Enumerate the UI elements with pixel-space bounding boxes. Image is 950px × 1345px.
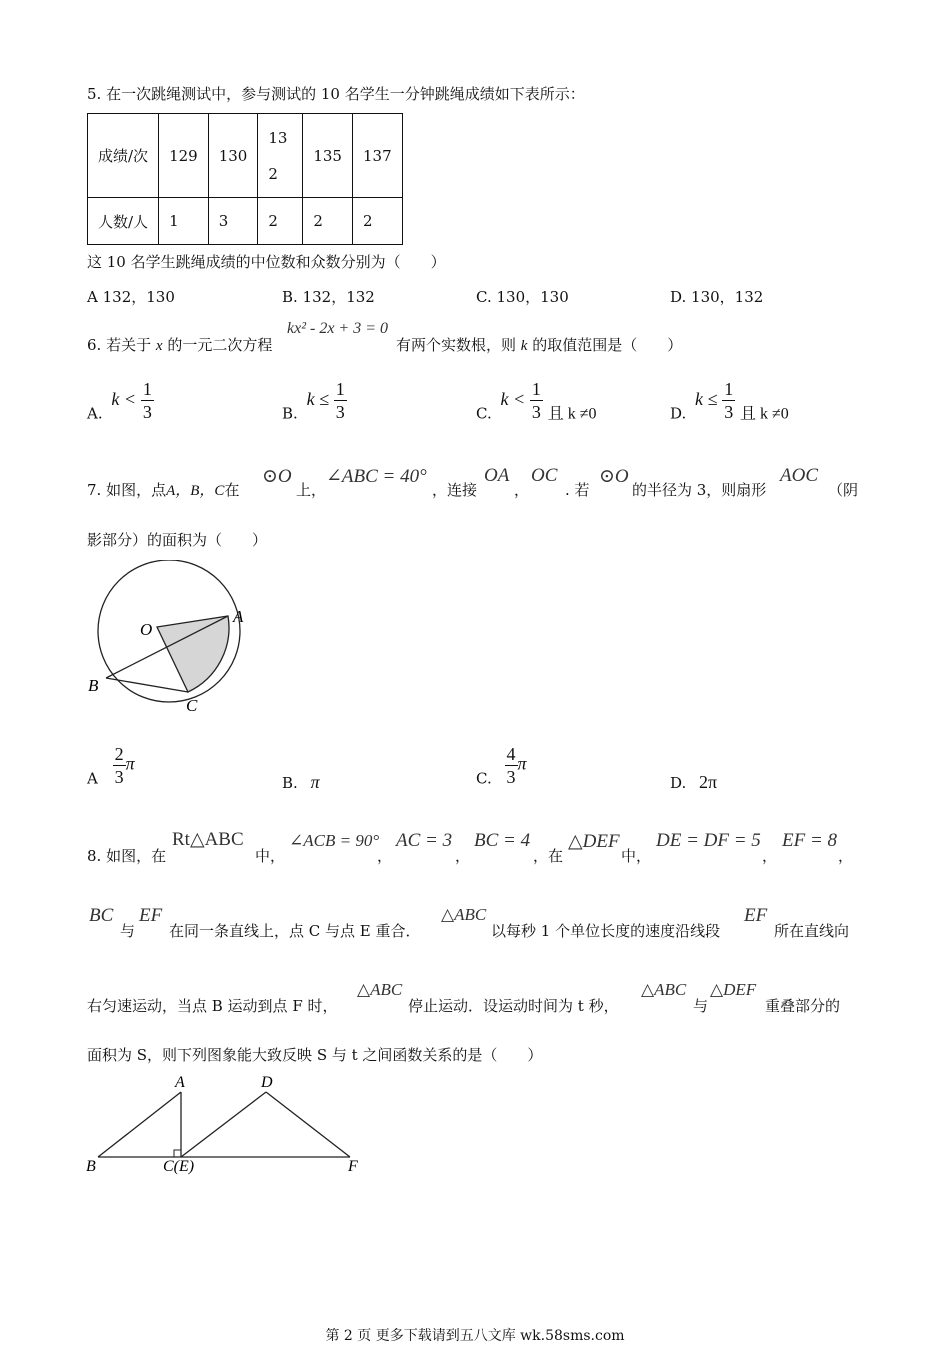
q8-angle-acb: ∠ACB = 90° [289,831,380,850]
q8-text: ， [455,847,471,865]
q8-text: 重叠部分的 [765,997,841,1015]
table-cell: 成绩/次 [88,114,159,198]
fraction: $\frac{1}{3}$ [142,379,152,422]
q8-abc: △ABC [357,980,403,999]
q7-aoc: AOC [780,465,818,486]
q7-text: . 若 [565,481,590,499]
label-a: A [175,1074,185,1091]
q6-var-k: k [520,338,528,354]
table-cell: 2 [303,198,353,245]
segment-df [266,1092,350,1157]
label-b: B [88,676,99,695]
fraction: $\frac{1}{3}$ [335,379,345,422]
q7-oc: OC [531,465,558,486]
q8-def: △DEF [710,980,757,999]
q8-bc: BC [89,905,114,926]
q8-text: ， [838,847,854,865]
q7-text: ，连接 [432,481,478,499]
page-footer: 第 2 页 更多下载请到五八文库 wk.58sms.com [325,1328,625,1344]
q8-ac: AC = 3 [396,830,453,851]
q8-ef: EF = 8 [782,830,838,851]
q8-text: 中， [255,847,286,865]
q7-text: （阴 [828,481,859,499]
q7-option-c: C. $\frac{4}{3}$ π [476,744,527,788]
segment-ed [181,1092,266,1157]
q8-rt-abc: Rt△ABC [172,829,244,850]
q6-option-d: D. k ≤ $\frac{1}{3}$ 且 k ≠0 [670,379,789,423]
fraction: $\frac{1}{3}$ [531,379,541,422]
q7-text: ， [514,481,530,499]
q5-stem: 5. 在一次跳绳测试中，参与测试的 10 名学生一分钟跳绳成绩如下表所示： [87,85,585,103]
table-row [88,198,403,245]
table-cell: 132 [258,114,303,198]
q8-ef: EF [744,905,768,926]
label-a: A [233,607,244,626]
q8-abc: △ABC [641,980,687,999]
q7-circle-o: ⊙O [599,466,629,487]
q5-option-d: D. 130，132 [670,288,764,306]
segment-bc [106,678,188,692]
q7-circle-o: ⊙O [262,466,292,487]
q6-text: 6. 若关于 [87,336,152,354]
label-d: D [261,1074,273,1091]
q8-text: 所在直线向 [774,922,850,940]
table-row [88,114,403,198]
q8-text: 停止运动．设运动时间为 t 秒， [408,997,619,1015]
q8-text: ， [377,847,393,865]
q8-question: 面积为 S，则下列图象能大致反映 S 与 t 之间函数关系的是（ ） [87,1046,543,1064]
shaded-sector-aoc [157,616,229,692]
q8-ef: EF [139,905,163,926]
q7-figure [80,560,270,720]
q6-stem [87,334,272,355]
q8-text: 8. 如图，在 [87,847,167,865]
q7-text: 的半径为 3，则扇形 [632,481,767,499]
q6-option-c: C. k < $\frac{1}{3}$ 且 k ≠0 [476,379,597,423]
q7-angle: ∠ABC = 40° [326,466,427,487]
q5-question: 这 10 名学生跳绳成绩的中位数和众数分别为（ ） [87,253,446,271]
table-cell: 137 [352,114,402,198]
q8-text: 中， [621,847,652,865]
q7-option-d: D. 2π [670,772,718,792]
q8-text: 以每秒 1 个单位长度的速度沿线段 [491,922,721,940]
q5-option-b: B. 132，132 [282,288,375,306]
q8-bc: BC = 4 [474,830,531,851]
label-o: O [140,620,153,639]
q8-text: 与 [693,997,709,1015]
table-cell: 3 [208,198,258,245]
q8-text: ，在 [533,847,564,865]
q7-stem-a: 7. 如图，点A，B，C在 [87,481,240,499]
q8-text: 右匀速运动，当点 B 运动到点 F 时， [87,997,338,1015]
q6-option-b: B. k ≤ $\frac{1}{3}$ [282,379,345,423]
fraction: $\frac{4}{3}$ [506,744,516,787]
q5-option-c: C. 130，130 [476,288,569,306]
q6-stem-tail [396,334,682,355]
score-table [87,113,403,245]
table-cell: 1 [159,198,209,245]
segment-ab [98,1092,181,1157]
fraction: $\frac{1}{3}$ [724,379,734,422]
q8-text: ， [762,847,778,865]
q8-def: △DEF [568,831,620,852]
table-cell: 129 [159,114,209,198]
q8-figure [80,1070,380,1180]
q8-text: 与 [120,922,136,940]
q5-option-a: A 132，130 [87,288,175,306]
q6-text: 的一元二次方程 [167,336,273,354]
q7-oa: OA [484,465,510,486]
table-cell: 130 [208,114,258,198]
q6-text: 有两个实数根，则 [396,336,517,354]
q7-text: 上， [296,481,327,499]
label-b: B [86,1158,96,1175]
label-f: F [348,1158,358,1175]
q7-option-b: B. π [282,772,320,792]
label-c: C [186,696,198,715]
table-cell: 2 [352,198,402,245]
right-angle-mark [174,1150,181,1157]
q7-stem-line2: 影部分）的面积为（ ） [87,531,268,549]
q8-abc: △ABC [441,905,487,924]
table-cell: 2 [258,198,303,245]
q6-equation: kx² - 2x + 3 = 0 [287,320,389,337]
q6-text: 的取值范围是（ ） [532,336,683,354]
q6-option-a: A. k < $\frac{1}{3}$ [87,379,152,423]
fraction: $\frac{2}{3}$ [114,744,124,787]
table-cell: 人数/人 [88,198,159,245]
q8-text: 在同一条直线上，点 C 与点 E 重合． [169,922,421,940]
q8-de-df: DE = DF = 5 [656,830,761,851]
label-ce: C(E) [163,1158,195,1175]
table-cell: 135 [303,114,353,198]
q7-option-a: A $\frac{2}{3}$ π [87,744,135,788]
q6-var-x: x [155,338,163,354]
